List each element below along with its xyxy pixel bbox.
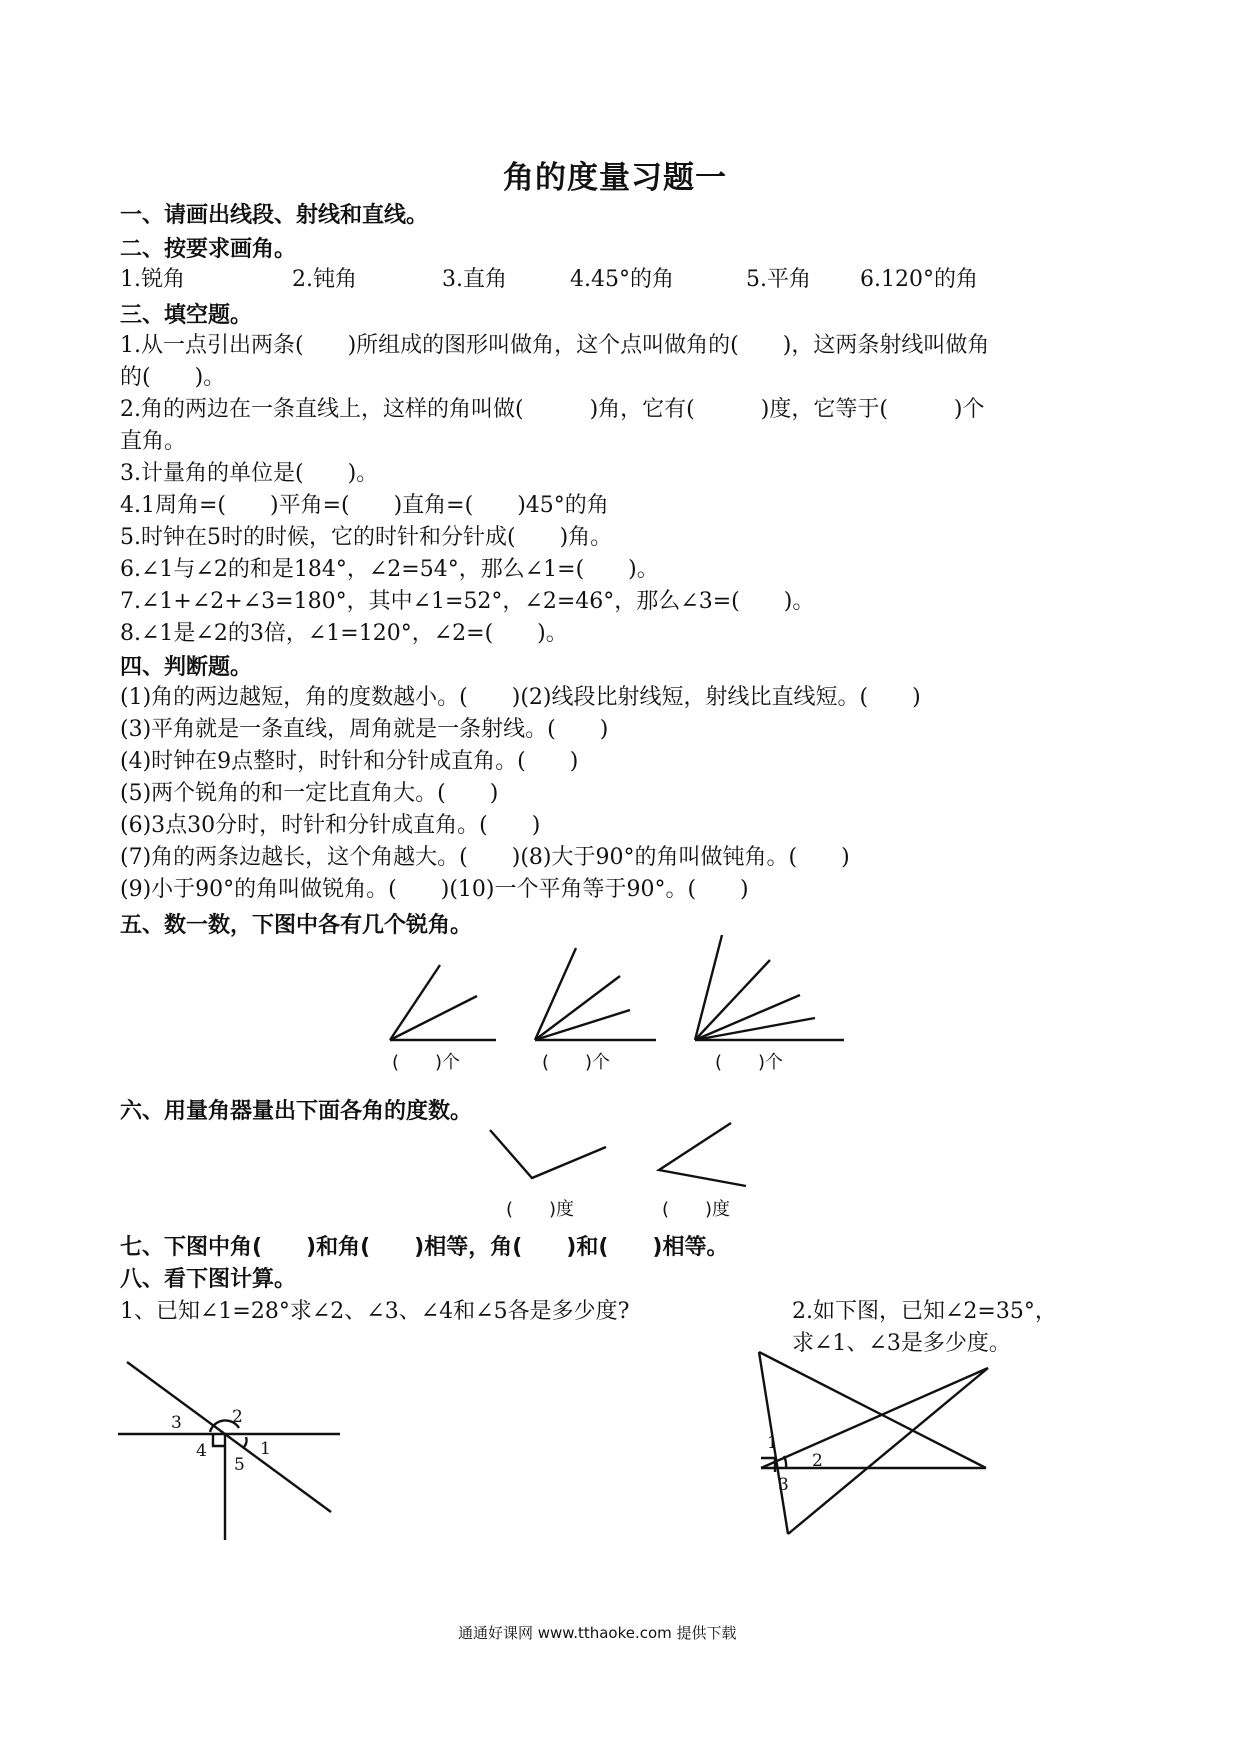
fig1-right-angle-mark [213,1434,225,1446]
calc-figure-2 [759,1352,988,1534]
s2-item-6: 6.120°的角 [860,267,978,292]
measure-angle-1-rays [490,1130,606,1178]
page-title: 角的度量习题一 [503,160,727,196]
section-4-heading: 四、判断题。 [120,655,253,680]
s6-caption-2: ( )度 [662,1199,731,1220]
s4-line-2: (3)平角就是一条直线，周角就是一条射线。( ) [120,717,609,742]
s3-line-10: 8.∠1是∠2的3倍，∠1=120°，∠2=( )。 [120,621,568,646]
s5-caption-2: ( )个 [542,1052,611,1073]
calc-figure-1 [118,1362,340,1540]
fig1-label-1: 1 [260,1439,271,1459]
s4-line-7: (9)小于90°的角叫做锐角。( )(10)一个平角等于90°。( ) [120,877,749,902]
section-8-heading: 八、看下图计算。 [120,1267,297,1292]
s3-line-3: 2.角的两边在一条直线上，这样的角叫做( )角，它有( )度，它等于( )个 [120,397,985,422]
s2-item-2: 2.钝角 [292,267,357,292]
section-1-heading: 一、请画出线段、射线和直线。 [120,203,429,228]
s3-line-9: 7.∠1+∠2+∠3=180°，其中∠1=52°，∠2=46°，那么∠3=( )。 [120,589,815,614]
s3-line-2: 的( )。 [120,365,226,390]
s4-line-3: (4)时钟在9点整时，时针和分针成直角。( ) [120,749,579,774]
fig2-label-2: 2 [812,1451,823,1471]
fig2-rising-line [761,1368,988,1468]
section-3-heading: 三、填空题。 [120,303,253,328]
s5-caption-3: ( )个 [715,1052,784,1073]
fig2-upper-diagonal [759,1352,986,1468]
s3-line-7: 5.时钟在5时的时候，它的时针和分针成( )角。 [120,525,613,550]
s2-item-4: 4.45°的角 [570,267,674,292]
s8-question-2-line-1: 2.如下图，已知∠2=35°， [792,1299,1057,1324]
fig2-label-3: 3 [778,1475,789,1495]
s4-line-5: (6)3点30分时，时针和分针成直角。( ) [120,813,541,838]
measure-angle-1 [490,1130,606,1178]
fan2-ray-1 [535,1010,630,1040]
fig1-angle1-arc [244,1437,247,1447]
s8-question-2-line-2: 求∠1、∠3是多少度。 [792,1331,1011,1356]
s3-line-8: 6.∠1与∠2的和是184°，∠2=54°，那么∠1=( )。 [120,557,659,582]
s2-item-3: 3.直角 [442,267,507,292]
fig1-label-4: 4 [196,1441,207,1461]
section-6-heading: 六、用量角器量出下面各角的度数。 [120,1099,473,1124]
section-5-heading: 五、数一数，下图中各有几个锐角。 [120,913,473,938]
s2-item-5: 5.平角 [746,267,811,292]
fan1-ray-1 [390,996,477,1040]
fig2-label-1: 1 [767,1433,778,1453]
fan1-ray-2 [390,965,440,1040]
s3-line-6: 4.1周角=( )平角=( )直角=( )45°的角 [120,493,609,518]
measure-angle-2 [659,1123,746,1186]
s2-item-1: 1.锐角 [120,267,185,292]
fan-figure-1 [390,965,496,1040]
fan-figure-2 [535,948,656,1040]
s3-line-5: 3.计量角的单位是( )。 [120,461,379,486]
s4-line-4: (5)两个锐角的和一定比直角大。( ) [120,781,499,806]
s4-line-6: (7)角的两条边越长，这个角越大。( )(8)大于90°的角叫做钝角。( ) [120,845,850,870]
fig2-angle2-arc [784,1456,786,1468]
measure-angle-2-rays [659,1123,746,1186]
s8-question-1: 1、已知∠1=28°求∠2、∠3、∠4和∠5各是多少度? [120,1299,630,1324]
fig1-label-5: 5 [234,1455,245,1475]
section-2-heading: 二、按要求画角。 [120,237,297,262]
fan3-ray-2 [695,995,800,1040]
section-7-heading: 七、下图中角( )和角( )相等，角( )和( )相等。 [120,1235,729,1260]
fig1-label-2: 2 [232,1407,243,1427]
s6-caption-1: ( )度 [506,1199,575,1220]
fan2-ray-2 [535,976,620,1040]
page-footer: 通通好课网 www.tthaoke.com 提供下载 [458,1624,737,1642]
s3-line-1: 1.从一点引出两条( )所组成的图形叫做角，这个点叫做角的( )，这两条射线叫做角 [120,333,990,358]
fan2-ray-3 [535,948,576,1040]
s4-line-1: (1)角的两边越短，角的度数越小。( )(2)线段比射线短，射线比直线短。( ) [120,685,921,710]
s5-caption-1: ( )个 [392,1052,461,1073]
fan-figure-3 [695,935,844,1040]
fig1-diagonal-line [127,1362,331,1512]
fig1-label-3: 3 [171,1413,182,1433]
s3-line-4: 直角。 [120,429,187,454]
